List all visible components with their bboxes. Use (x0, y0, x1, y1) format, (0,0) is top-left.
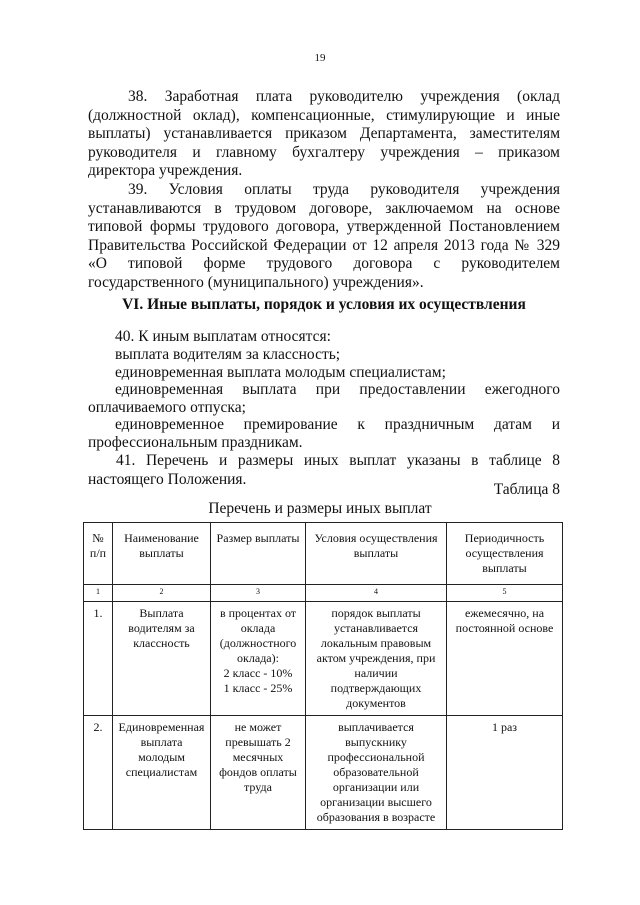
header-size: Размер выплаты (211, 523, 306, 585)
row-name: Выплата водителям за классность (113, 602, 211, 716)
table-row (84, 716, 563, 830)
row-period: ежемесячно, на постоянной основе (447, 602, 563, 716)
table-row (84, 602, 563, 716)
index-cell: 4 (306, 585, 447, 602)
table-index-row (84, 585, 563, 602)
table-title: Перечень и размеры иных выплат (208, 500, 432, 517)
header-num: № п/п (84, 523, 113, 585)
list-item-continuation: оплачиваемого отпуска; (88, 399, 246, 416)
header-name: Наименование выплаты (113, 523, 211, 585)
row-size (211, 602, 306, 716)
row-name: Единовременная выплата молодым специалистам (113, 716, 211, 830)
row-size-class1: 1 класс - 25% (223, 681, 293, 695)
row-number: 2. (84, 716, 113, 830)
row-conditions: порядок выплаты устанавливается локальным правовым актом учреждения, при наличии подтверждающих документов (306, 602, 447, 716)
section-heading: VI. Иные выплаты, порядок и условия их осуществления (122, 296, 526, 313)
row-size-class2: 2 класс - 10% (223, 666, 293, 680)
list-item: выплата водителям за классность; (115, 346, 341, 363)
header-period: Периодичность осуществления выплаты (447, 523, 563, 585)
list-item-continuation: профессиональным праздникам. (88, 434, 303, 451)
index-cell: 1 (84, 585, 113, 602)
row-size-main: в процентах от оклада (должностного оклада): (219, 606, 297, 665)
row-conditions: выплачивается выпускнику профессиональной образовательной организации или организации высшего образования в возрасте (306, 716, 447, 830)
page-number: 19 (314, 52, 326, 64)
table-label: Таблица 8 (493, 481, 560, 498)
index-cell: 3 (211, 585, 306, 602)
list-item: единовременная выплата молодым специалистам; (115, 364, 446, 381)
list-item: единовременная выплата при предоставлении ежегодного (115, 381, 560, 398)
index-cell: 5 (447, 585, 563, 602)
row-number: 1. (84, 602, 113, 716)
table-header-row (84, 523, 563, 585)
payments-table (83, 522, 563, 830)
row-period: 1 раз (447, 716, 563, 830)
list-item: единовременное премирование к праздничным датам и (115, 416, 560, 433)
header-conditions: Условия осуществления выплаты (306, 523, 447, 585)
row-size: не может превышать 2 месячных фондов оплаты труда (211, 716, 306, 830)
paragraph-41: 41. Перечень и размеры иных выплат указаны в таблице 8 настоящего Положения. (88, 452, 560, 488)
paragraph-38: 38. Заработная плата руководителю учреждения (оклад (должностной оклад), компенсационные, стимулирующие и иные выплаты) устанавливается приказом Департамента, заместителям руководителя и главному бухгалтеру учреждения – приказом директора учреждения. (88, 88, 560, 179)
paragraph-39: 39. Условия оплаты труда руководителя учреждения устанавливаются в трудовом договоре, заключаемом на основе типовой формы трудового договора, утвержденной Постановлением Правительства Российской Федерации от 12 апреля 2013 года № 329 «О типовой форме трудового договора с руководителем государственного (муниципального) учреждения». (88, 181, 560, 291)
list-intro: 40. К иным выплатам относятся: (115, 328, 331, 345)
index-cell: 2 (113, 585, 211, 602)
